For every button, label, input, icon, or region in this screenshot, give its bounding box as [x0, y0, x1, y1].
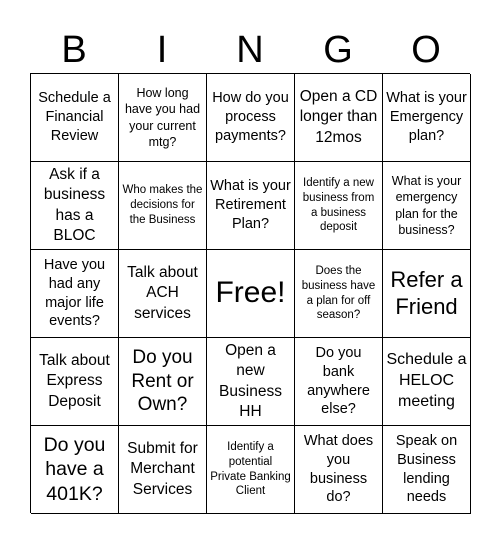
- bingo-card-grid: [30, 73, 470, 513]
- bingo-cell-free-space[interactable]: Free!: [207, 250, 295, 338]
- bingo-cell-r5-c4[interactable]: What does you business do?: [295, 426, 383, 514]
- bingo-cell-r1-c4[interactable]: Open a CD longer than 12mos: [295, 74, 383, 162]
- bingo-cell-r2-c3[interactable]: What is your Retirement Plan?: [207, 162, 295, 250]
- bingo-cell-r4-c4[interactable]: Do you bank anywhere else?: [295, 338, 383, 426]
- bingo-cell-r5-c5[interactable]: Speak on Business lending needs: [383, 426, 471, 514]
- header-letter-o: O: [411, 28, 441, 71]
- bingo-cell-r3-c4[interactable]: Does the business have a plan for off season?: [295, 250, 383, 338]
- bingo-cell-r2-c4[interactable]: Identify a new business from a business deposit: [295, 162, 383, 250]
- bingo-cell-r1-c5[interactable]: What is your Emergency plan?: [383, 74, 471, 162]
- header-letter-b: B: [61, 28, 87, 71]
- bingo-cell-r5-c1[interactable]: Do you have a 401K?: [31, 426, 119, 514]
- bingo-cell-r4-c5[interactable]: Schedule a HELOC meeting: [383, 338, 471, 426]
- bingo-cell-r3-c2[interactable]: Talk about ACH services: [119, 250, 207, 338]
- bingo-cell-r3-c5[interactable]: Refer a Friend: [383, 250, 471, 338]
- bingo-cell-r4-c3[interactable]: Open a new Business HH: [207, 338, 295, 426]
- bingo-header: [30, 28, 470, 72]
- bingo-cell-r2-c1[interactable]: Ask if a business has a BLOC: [31, 162, 119, 250]
- bingo-cell-r1-c2[interactable]: How long have you had your current mtg?: [119, 74, 207, 162]
- bingo-cell-r5-c3[interactable]: Identify a potential Private Banking Client: [207, 426, 295, 514]
- bingo-cell-r3-c1[interactable]: Have you had any major life events?: [31, 250, 119, 338]
- bingo-cell-r1-c3[interactable]: How do you process payments?: [207, 74, 295, 162]
- header-letter-g: G: [323, 28, 353, 71]
- bingo-cell-r1-c1[interactable]: Schedule a Financial Review: [31, 74, 119, 162]
- bingo-cell-r2-c5[interactable]: What is your emergency plan for the business?: [383, 162, 471, 250]
- bingo-cell-r5-c2[interactable]: Submit for Merchant Services: [119, 426, 207, 514]
- bingo-cell-r4-c2[interactable]: Do you Rent or Own?: [119, 338, 207, 426]
- header-letter-n: N: [236, 28, 264, 71]
- bingo-cell-r4-c1[interactable]: Talk about Express Deposit: [31, 338, 119, 426]
- header-letter-i: I: [156, 28, 168, 71]
- bingo-cell-r2-c2[interactable]: Who makes the decisions for the Business: [119, 162, 207, 250]
